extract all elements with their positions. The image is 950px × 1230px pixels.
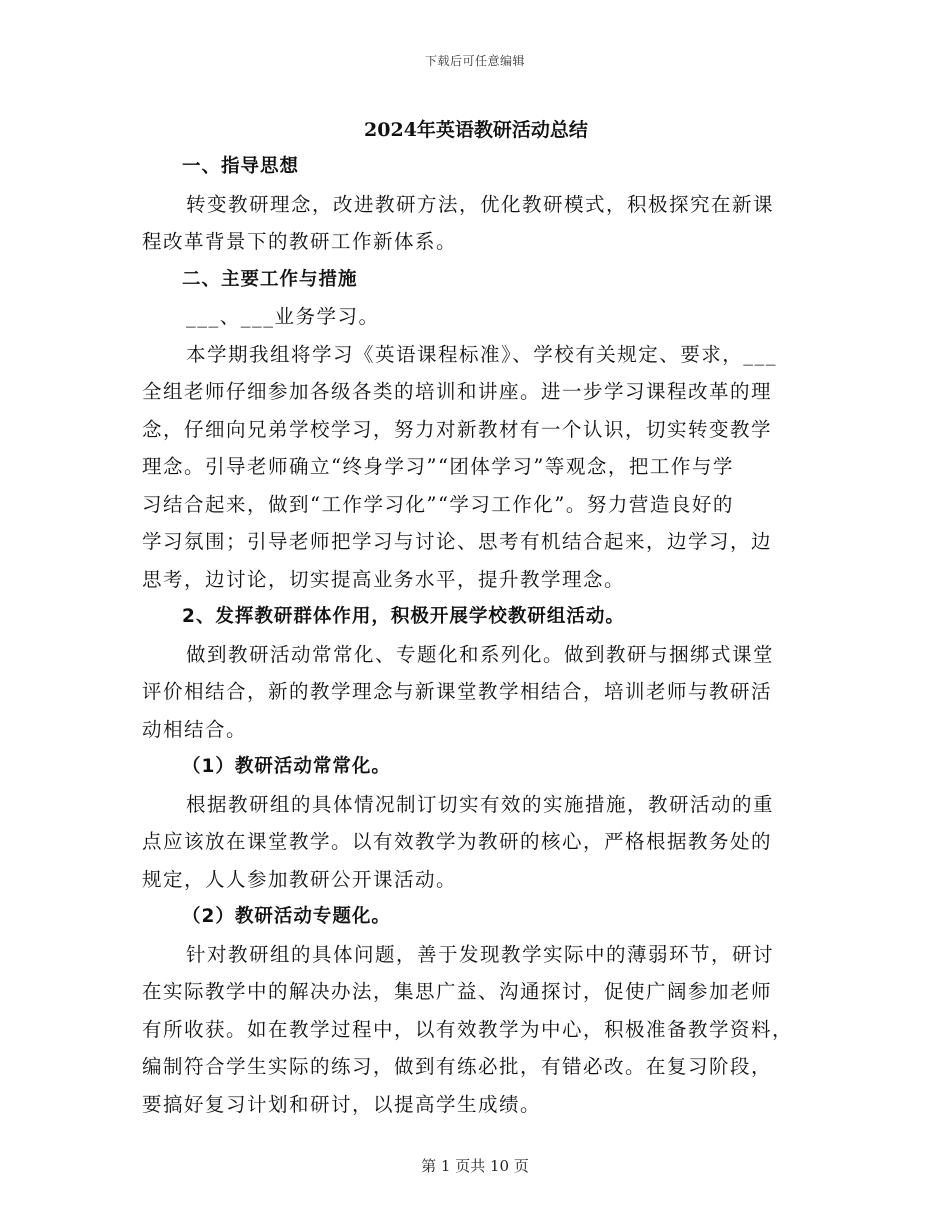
paragraph-line: 针对教研组的具体问题，善于发现教学实际中的薄弱环节，研讨: [186, 942, 775, 966]
paragraph-line: 评价相结合，新的教学理念与新课堂教学相结合，培训老师与教研活: [142, 680, 773, 703]
paragraph-line: 念，仔细向兄弟学校学习，努力对新教材有一个认识，切实转变教学: [142, 417, 773, 441]
document-body: [142, 112, 810, 1123]
paragraph-line: 全组老师仔细参加各级各类的培训和讲座。进一步学习课程改革的理: [142, 380, 773, 403]
section-heading: 2、发挥教研群体作用，积极开展学校教研组活动。: [182, 606, 625, 627]
paragraph-line: ___、___业务学习。: [186, 305, 380, 328]
paragraph-line: 理念。引导老师确立“终身学习”“团体学习”等观念，把工作与学: [142, 455, 734, 478]
paragraph-line: 学习氛围；引导老师把学习与讨论、思考有机结合起来，边学习，边: [142, 530, 773, 553]
section-heading: （2）教研活动专题化。: [182, 906, 391, 927]
section-heading: （1）教研活动常常化。: [182, 756, 391, 777]
paragraph-line: 在实际教学中的解决办法，集思广益、沟通探讨，促使广阔参加老师: [142, 980, 773, 1003]
paragraph-line: 习结合起来，做到“工作学习化”“学习工作化”。努力营造良好的: [142, 492, 734, 516]
section-heading: 一、指导思想: [182, 156, 300, 177]
paragraph-line: 转变教研理念，改进教研方法，优化教研模式，积极探究在新课: [186, 192, 775, 216]
download-note: 下载后可任意编辑: [424, 54, 525, 68]
paragraph-line: 思考，边讨论，切实提高业务水平，提升教学理念。: [142, 567, 626, 591]
paragraph-line: 动相结合。: [142, 717, 248, 741]
paragraph-line: 编制符合学生实际的练习，做到有练必批，有错必改。在复习阶段，: [142, 1055, 773, 1078]
paragraph-line: 本学期我组将学习《英语课程标准》、学校有关规定、要求，___: [186, 342, 778, 366]
paragraph-line: 程改革背景下的教研工作新体系。: [142, 230, 458, 253]
section-heading: 二、主要工作与措施: [182, 268, 358, 290]
page-number: 第 1 页共 10 页: [421, 1157, 529, 1175]
paragraph-line: 有所收获。如在教学过程中，以有效教学为中心，积极准备教学资料，: [142, 1017, 794, 1041]
paragraph-line: 做到教研活动常常化、专题化和系列化。做到教研与捆绑式课堂: [186, 642, 775, 666]
paragraph-line: 要搞好复习计划和研讨，以提高学生成绩。: [142, 1092, 542, 1116]
paragraph-line: 根据教研组的具体情况制订切实有效的实施措施，教研活动的重: [186, 792, 775, 816]
document-lines: [142, 148, 810, 1123]
document-title: 2024年英语教研活动总结: [364, 119, 588, 141]
paragraph-line: 点应该放在课堂教学。以有效教学为教研的核心，严格根据教务处的: [142, 830, 773, 853]
paragraph-line: 规定，人人参加教研公开课活动。: [142, 867, 458, 891]
